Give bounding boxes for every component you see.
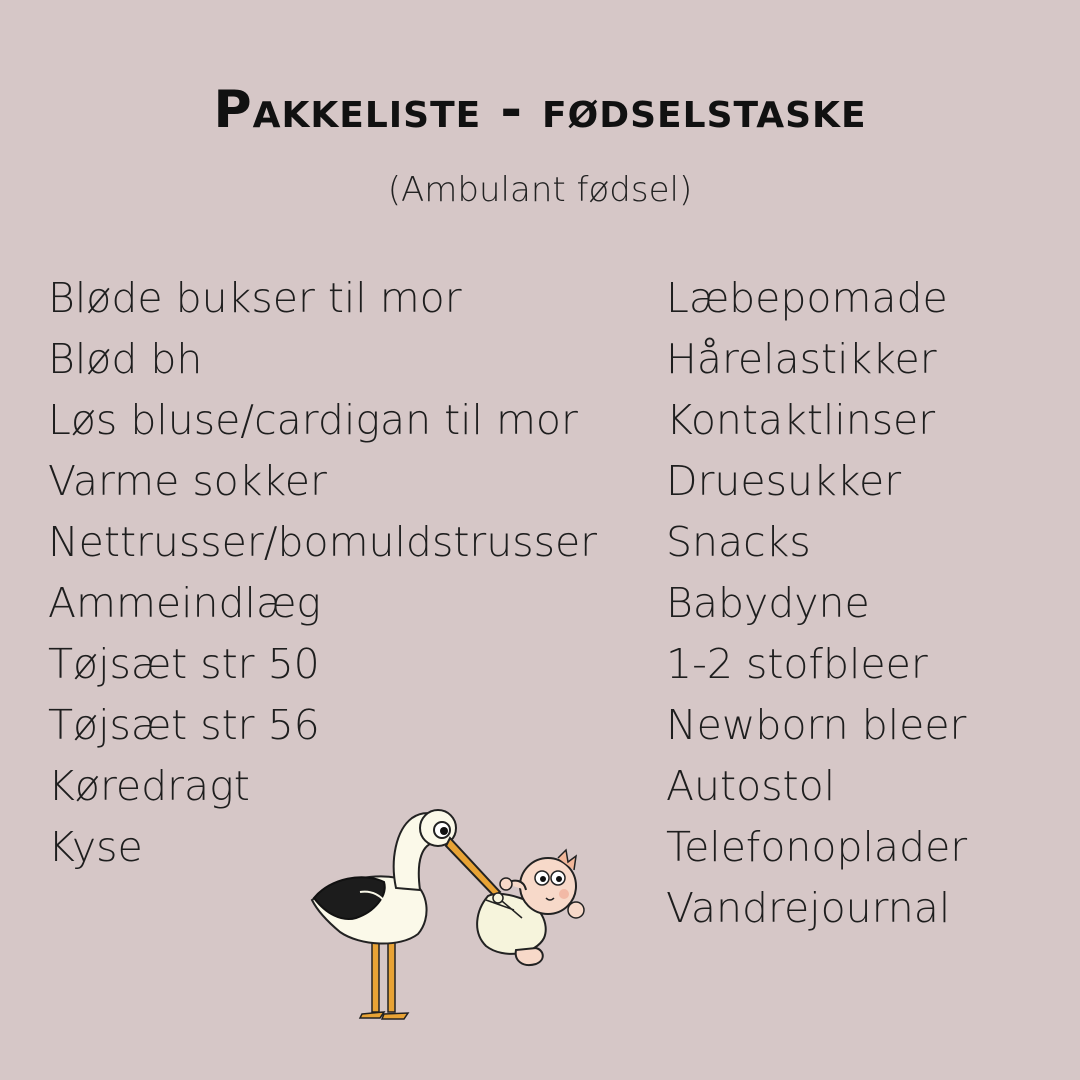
list-item: Bløde bukser til mor bbox=[48, 274, 462, 322]
page-title: Pakkeliste - fødselstaske bbox=[213, 80, 867, 140]
list-item: Tøjsæt str 50 bbox=[48, 640, 320, 688]
list-item: Druesukker bbox=[666, 457, 902, 505]
list-item: Tøjsæt str 56 bbox=[48, 701, 320, 749]
list-item: Vandrejournal bbox=[666, 884, 951, 932]
list-item: Kontaktlinser bbox=[666, 396, 936, 444]
baby-foot bbox=[516, 948, 543, 965]
packing-list-right bbox=[666, 268, 967, 939]
baby-head bbox=[520, 858, 576, 914]
list-item: Autostol bbox=[666, 762, 836, 810]
list-item: Nettrusser/bomuldstrusser bbox=[48, 518, 598, 566]
list-item: Køredragt bbox=[48, 762, 250, 810]
list-item: Løs bluse/cardigan til mor bbox=[48, 396, 578, 444]
list-item: Babydyne bbox=[666, 579, 870, 627]
list-item: Blød bh bbox=[48, 335, 203, 383]
list-item: Læbepomade bbox=[666, 274, 948, 322]
list-item: Snacks bbox=[666, 518, 811, 566]
stork-carrying-baby-icon bbox=[300, 800, 600, 1030]
list-item: Newborn bleer bbox=[666, 701, 967, 749]
packing-list-left bbox=[48, 268, 597, 878]
stork-beak bbox=[446, 838, 500, 896]
list-item: Hårelastikker bbox=[666, 335, 937, 383]
list-item: 1-2 stofbleer bbox=[666, 640, 928, 688]
page-subtitle: (Ambulant fødsel) bbox=[387, 170, 693, 210]
list-item: Telefonoplader bbox=[666, 823, 968, 871]
list-item: Ammeindlæg bbox=[48, 579, 321, 627]
list-item: Varme sokker bbox=[48, 457, 327, 505]
stork-legs bbox=[360, 940, 408, 1019]
list-item: Kyse bbox=[48, 823, 143, 871]
